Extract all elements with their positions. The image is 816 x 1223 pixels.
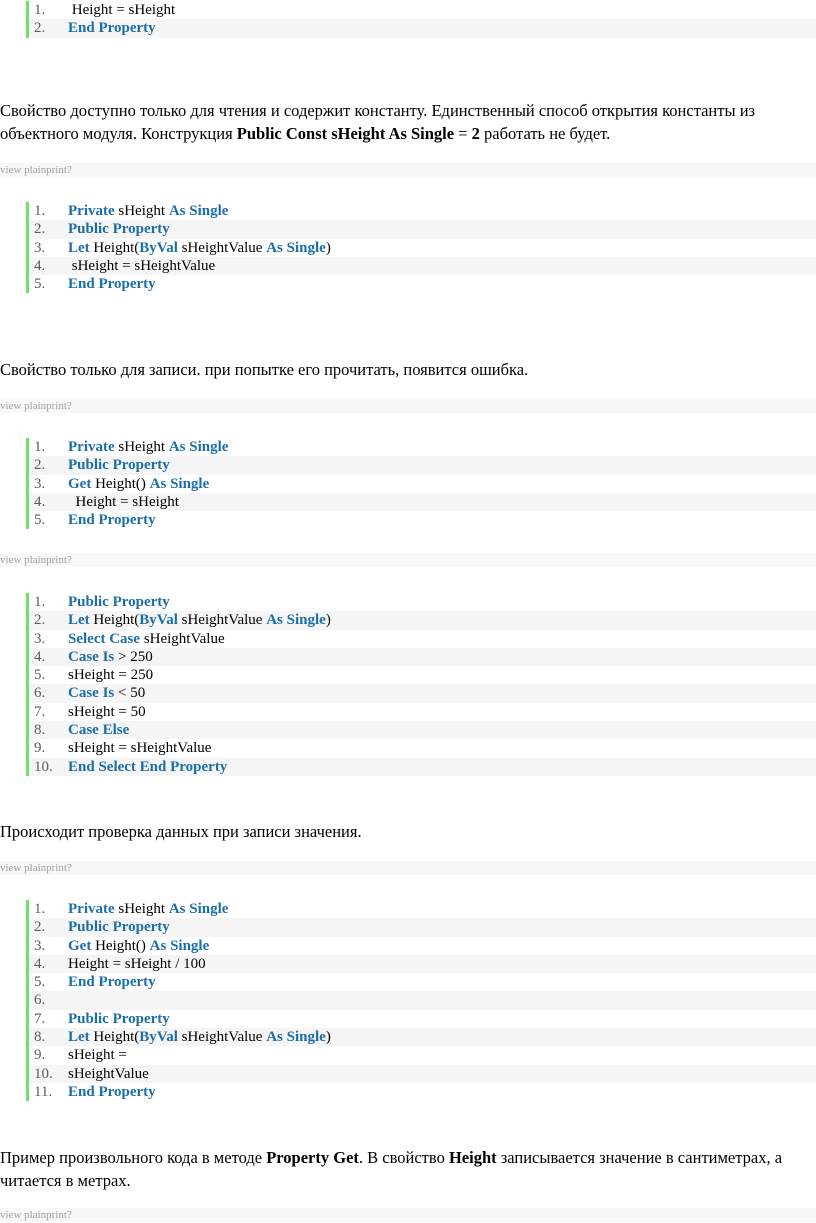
code-text: sHeight = 250 bbox=[68, 667, 154, 684]
code-keyword: Get bbox=[68, 937, 92, 954]
line-number: 7. bbox=[34, 1010, 46, 1027]
code-line bbox=[26, 991, 816, 1009]
code-line bbox=[26, 202, 816, 220]
view-plainprint-link-2[interactable]: view plainprint? bbox=[0, 399, 816, 413]
code-line bbox=[26, 456, 816, 474]
line-number: 7. bbox=[34, 703, 46, 720]
code-line bbox=[26, 1046, 816, 1064]
code-keyword: End Property bbox=[68, 512, 156, 529]
code-text: sHeightValue bbox=[177, 239, 267, 256]
code-keyword: Let bbox=[68, 1029, 90, 1046]
code-text: Height( bbox=[89, 612, 140, 629]
line-number: 9. bbox=[34, 1047, 46, 1064]
line-number: 5. bbox=[34, 667, 46, 684]
code-keyword: Get bbox=[68, 475, 92, 492]
code-keyword: End Select End Property bbox=[68, 758, 228, 775]
code-line bbox=[26, 937, 816, 955]
code-line bbox=[26, 257, 816, 275]
line-number: 4. bbox=[34, 955, 46, 972]
code-line bbox=[26, 703, 816, 721]
line-number: 11. bbox=[34, 1083, 53, 1100]
code-text: sHeight = bbox=[68, 1047, 127, 1064]
code-line bbox=[26, 1065, 816, 1083]
code-text: sHeightValue bbox=[177, 612, 267, 629]
paragraph-text: Свойство только для записи. при попытке его прочитать, появится ошибка. bbox=[0, 360, 529, 379]
code-text: < 50 bbox=[114, 685, 146, 702]
code-keyword: As Single bbox=[149, 475, 210, 492]
view-plainprint-link-3[interactable]: view plainprint? bbox=[0, 553, 816, 567]
code-line bbox=[26, 475, 816, 493]
code-keyword: ByVal bbox=[139, 239, 178, 256]
code-keyword: Case Is bbox=[68, 685, 115, 702]
paragraph-4 bbox=[0, 1146, 810, 1192]
code-block-3 bbox=[26, 438, 816, 529]
code-text: Height = sHeight / 100 bbox=[68, 955, 206, 972]
code-keyword: Select Case bbox=[68, 630, 141, 647]
code-keyword: End Property bbox=[68, 20, 156, 37]
code-text: sHeight bbox=[114, 439, 169, 455]
line-number: 3. bbox=[34, 630, 46, 647]
line-number: 8. bbox=[34, 1029, 46, 1046]
code-keyword: Public Property bbox=[68, 221, 170, 238]
code-block-1 bbox=[26, 1, 816, 38]
code-text: Height = sHeight bbox=[68, 493, 179, 510]
code-line bbox=[26, 1010, 816, 1028]
code-block-2 bbox=[26, 202, 816, 293]
line-number: 3. bbox=[34, 937, 46, 954]
code-keyword: ByVal bbox=[139, 1029, 178, 1046]
line-number: 4. bbox=[34, 493, 46, 510]
line-number: 2. bbox=[34, 457, 46, 474]
code-text: sHeight bbox=[114, 203, 169, 219]
line-number: 10. bbox=[34, 1065, 53, 1082]
line-number: 5. bbox=[34, 276, 46, 293]
paragraph-text: . В свойство bbox=[358, 1148, 449, 1167]
code-keyword: ByVal bbox=[139, 612, 178, 629]
line-number: 1. bbox=[34, 2, 46, 18]
code-line bbox=[26, 918, 816, 936]
code-line bbox=[26, 1083, 816, 1101]
code-line bbox=[26, 220, 816, 238]
paragraph-text: = bbox=[454, 124, 472, 143]
line-number: 1. bbox=[34, 203, 46, 219]
view-plainprint-link-5[interactable]: view plainprint? bbox=[0, 1208, 816, 1222]
code-line bbox=[26, 973, 816, 991]
paragraph-bold-text: Property Get bbox=[266, 1148, 359, 1167]
view-plainprint-link-4[interactable]: view plainprint? bbox=[0, 861, 816, 875]
paragraph-bold-text: 2 bbox=[471, 124, 480, 143]
line-number: 1. bbox=[34, 594, 46, 610]
code-text: > 250 bbox=[114, 648, 153, 665]
code-line bbox=[26, 955, 816, 973]
code-line bbox=[26, 438, 816, 456]
code-block-5 bbox=[26, 900, 816, 1101]
line-number: 2. bbox=[34, 20, 46, 37]
code-text: sHeightValue bbox=[140, 630, 225, 647]
line-number: 9. bbox=[34, 740, 46, 757]
code-text: ) bbox=[325, 239, 331, 256]
code-keyword: Private bbox=[68, 203, 115, 219]
code-keyword: End Property bbox=[68, 1083, 156, 1100]
code-text: sHeightValue bbox=[68, 1065, 149, 1082]
code-keyword: As Single bbox=[168, 203, 229, 219]
code-line bbox=[26, 666, 816, 684]
code-line bbox=[26, 900, 816, 918]
line-number: 5. bbox=[34, 974, 46, 991]
code-keyword: Case Else bbox=[68, 722, 130, 739]
code-line bbox=[26, 493, 816, 511]
paragraph-text: работать не будет. bbox=[479, 124, 611, 143]
paragraph-text: Пример произвольного кода в методе bbox=[0, 1148, 267, 1167]
code-text: Height( bbox=[89, 1029, 140, 1046]
code-line bbox=[26, 593, 816, 611]
code-keyword: Let bbox=[68, 239, 90, 256]
code-line bbox=[26, 511, 816, 529]
code-keyword: Private bbox=[68, 439, 115, 455]
code-text: Height = sHeight bbox=[68, 2, 176, 18]
code-line bbox=[26, 758, 816, 776]
code-block-4 bbox=[26, 593, 816, 776]
code-keyword: As Single bbox=[149, 937, 210, 954]
code-keyword: As Single bbox=[168, 901, 229, 917]
code-keyword: Let bbox=[68, 612, 90, 629]
code-keyword: As Single bbox=[266, 239, 326, 256]
code-text: sHeight = sHeightValue bbox=[68, 740, 212, 757]
line-number: 10. bbox=[34, 758, 53, 775]
line-number: 6. bbox=[34, 992, 46, 1009]
code-line bbox=[26, 19, 816, 37]
code-keyword: Public Property bbox=[68, 1010, 170, 1027]
code-keyword: Case Is bbox=[68, 648, 115, 665]
code-text: sHeightValue bbox=[177, 1029, 267, 1046]
code-text: ) bbox=[325, 1029, 331, 1046]
paragraph-text: записывается значение в сантиметрах, а читается в метрах. bbox=[0, 1148, 783, 1190]
code-line bbox=[26, 239, 816, 257]
line-number: 2. bbox=[34, 612, 46, 629]
code-line bbox=[26, 739, 816, 757]
line-number: 5. bbox=[34, 512, 46, 529]
code-keyword: Public Property bbox=[68, 919, 170, 936]
paragraph-1 bbox=[0, 99, 810, 145]
code-text: Height( bbox=[89, 239, 140, 256]
code-keyword: Public Property bbox=[68, 457, 170, 474]
code-keyword: Public Property bbox=[68, 594, 170, 610]
paragraph-bold-text: Height bbox=[448, 1148, 497, 1167]
paragraph-text: Свойство доступно только для чтения и содержит константу. Единственный способ открытия константы из объектного модуля. Конструкция bbox=[0, 101, 756, 143]
paragraph-2 bbox=[0, 358, 810, 381]
code-line bbox=[26, 1028, 816, 1046]
paragraph-text: Происходит проверка данных при записи значения. bbox=[0, 822, 362, 841]
line-number: 8. bbox=[34, 722, 46, 739]
line-number: 1. bbox=[34, 439, 46, 455]
code-text: Height() bbox=[91, 475, 150, 492]
line-number: 2. bbox=[34, 221, 46, 238]
code-line bbox=[26, 275, 816, 293]
line-number: 6. bbox=[34, 685, 46, 702]
code-line bbox=[26, 721, 816, 739]
code-keyword: As Single bbox=[168, 439, 229, 455]
code-line bbox=[26, 611, 816, 629]
code-text: sHeight = sHeightValue bbox=[68, 257, 216, 274]
code-line bbox=[26, 1, 816, 19]
line-number: 3. bbox=[34, 239, 46, 256]
paragraph-bold-text: Public Const sHeight As Single bbox=[236, 124, 455, 143]
code-keyword: End Property bbox=[68, 974, 156, 991]
code-keyword: As Single bbox=[266, 1029, 326, 1046]
line-number: 4. bbox=[34, 257, 46, 274]
code-text: ) bbox=[325, 612, 331, 629]
code-keyword: Private bbox=[68, 901, 115, 917]
code-keyword: End Property bbox=[68, 276, 156, 293]
line-number: 1. bbox=[34, 901, 46, 917]
code-line bbox=[26, 648, 816, 666]
code-keyword: As Single bbox=[266, 612, 326, 629]
line-number: 2. bbox=[34, 919, 46, 936]
line-number: 4. bbox=[34, 648, 46, 665]
code-line bbox=[26, 630, 816, 648]
code-text: Height() bbox=[91, 937, 150, 954]
code-text: sHeight bbox=[114, 901, 169, 917]
code-line bbox=[26, 684, 816, 702]
paragraph-3 bbox=[0, 820, 810, 843]
code-text: sHeight = 50 bbox=[68, 703, 146, 720]
view-plainprint-link-1[interactable]: view plainprint? bbox=[0, 163, 816, 177]
line-number: 3. bbox=[34, 475, 46, 492]
